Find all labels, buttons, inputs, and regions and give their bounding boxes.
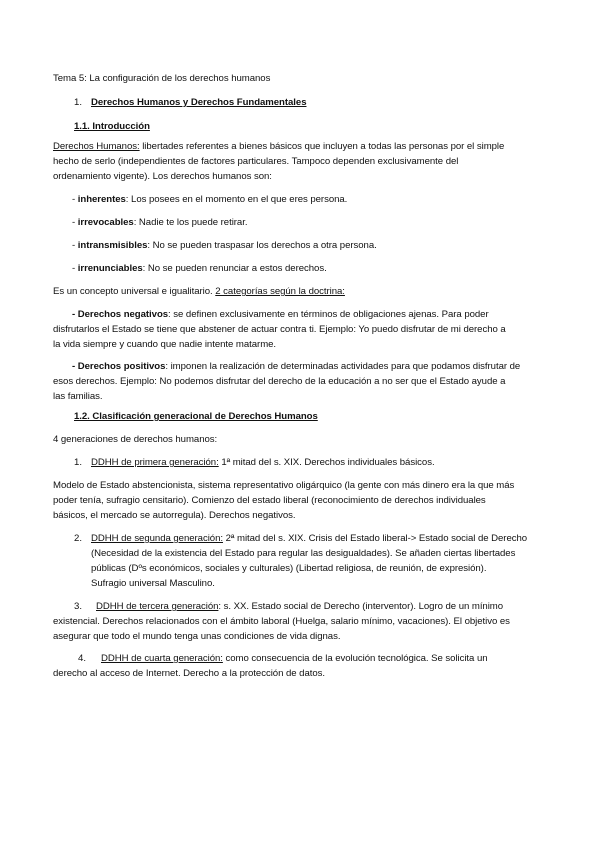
gen4-term: DDHH de cuarta generación: xyxy=(101,653,223,664)
gen1-para-line-3: básicos, el mercado se autorregula). Derechos negativos. xyxy=(53,510,296,521)
gen4-text-1: como consecuencia de la evolución tecnológica. Se solicita un xyxy=(222,653,488,664)
gen4-line-1 xyxy=(101,653,488,665)
trait-text: : No se pueden traspasar los derechos a otra persona. xyxy=(147,240,377,251)
document-title: Tema 5: La configuración de los derechos humanos xyxy=(53,73,271,84)
trait-text: : No se pueden renunciar a estos derechos. xyxy=(142,263,327,274)
gen2-line-1 xyxy=(91,533,527,545)
categories-label: 2 categorías según la doctrina: xyxy=(215,286,345,297)
trait-text: : Los posees en el momento en el que eres persona. xyxy=(125,194,348,205)
trait-item xyxy=(72,194,347,206)
gen2-line-2: (Necesidad de la existencia del Estado para regular las desigualdades). Se añaden ciertas libertades xyxy=(91,548,516,559)
positivos-term: - Derechos positivos xyxy=(72,361,166,372)
subsection-heading-intro: 1.1. Introducción xyxy=(74,121,150,132)
gen2-line-3: públicas (Dºs económicos, sociales y culturales) (Libertad religiosa, de reunión, de expresión). xyxy=(91,563,487,574)
intro-line-2: hecho de serlo (independientes de factores particulares. Tampoco dependen exclusivamente del xyxy=(53,156,459,167)
positivos-line-3: las familias. xyxy=(53,391,103,402)
gen1-number: 1. xyxy=(74,457,83,468)
gen3-line-3: asegurar que todo el mundo tenga unas condiciones de vida dignas. xyxy=(53,631,341,642)
trait-term: irrenunciables xyxy=(77,263,143,274)
gen3-term: DDHH de tercera generación xyxy=(96,601,219,612)
positivos-text-1: : imponen la realización de determinadas actividades para que podamos disfrutar de xyxy=(165,361,521,372)
intro-line-3: ordenamiento vigente). Los derechos humanos son: xyxy=(53,171,272,182)
negativos-line-3: la vida siempre y cuando que nadie intente matarme. xyxy=(53,339,277,350)
concept-text: Es un concepto universal e igualitario. xyxy=(53,286,216,297)
gen3-number: 3. xyxy=(74,601,83,612)
gen2-line-4: Sufragio universal Masculino. xyxy=(91,578,215,589)
trait-text: : Nadie te los puede retirar. xyxy=(133,217,248,228)
gen4-line-2: derecho al acceso de Internet. Derecho a la protección de datos. xyxy=(53,668,325,679)
negativos-text-1: : se definen exclusivamente en términos de obligaciones ajenas. Para poder xyxy=(168,309,489,320)
gen1-para-line-2: poder tenía, sufragio censitario). Comienzo del estado liberal (reconocimiento de derechos individuales xyxy=(53,495,486,506)
trait-bullet: - xyxy=(72,263,78,274)
trait-item xyxy=(72,217,247,229)
section-heading: Derechos Humanos y Derechos Fundamentales xyxy=(91,97,307,108)
trait-item xyxy=(72,240,377,252)
gen1-text: 1ª mitad del s. XIX. Derechos individuales básicos. xyxy=(218,457,435,468)
gen1-para-line-1: Modelo de Estado abstencionista, sistema representativo oligárquico (la gente con más dinero era la que más xyxy=(53,480,515,491)
trait-term: intransmisibles xyxy=(77,240,148,251)
trait-bullet: - xyxy=(72,240,78,251)
gen3-line-1 xyxy=(96,601,503,613)
gen3-line-2: existencial. Derechos relacionados con el ámbito laboral (Huelga, salario mínimo, vacaciones). El objetivo es xyxy=(53,616,510,627)
positivos-line-2: esos derechos. Ejemplo: No podemos disfrutar del derecho de la educación a no ser que el Estado ayude a xyxy=(53,376,506,387)
gen2-number: 2. xyxy=(74,533,83,544)
positivos-line-1 xyxy=(72,361,520,373)
gen4-number: 4. xyxy=(78,653,87,664)
trait-bullet: - xyxy=(72,217,78,228)
gen1-line xyxy=(91,457,435,469)
gen2-text-1: 2ª mitad del s. XIX. Crisis del Estado liberal-> Estado social de Derecho xyxy=(222,533,528,544)
trait-bullet: - xyxy=(72,194,78,205)
subsection-heading-classification: 1.2. Clasificación generacional de Derechos Humanos xyxy=(74,411,318,422)
negativos-line-1 xyxy=(72,309,489,321)
trait-item xyxy=(72,263,327,275)
trait-term: inherentes xyxy=(77,194,126,205)
trait-term: irrevocables xyxy=(77,217,134,228)
intro-text-1: libertades referentes a bienes básicos que incluyen a todas las personas por el simple xyxy=(139,141,505,152)
gen2-term: DDHH de segunda generación: xyxy=(91,533,223,544)
negativos-term: - Derechos negativos xyxy=(72,309,169,320)
intro-line-1 xyxy=(53,141,504,153)
gen1-term: DDHH de primera generación: xyxy=(91,457,219,468)
generations-intro: 4 generaciones de derechos humanos: xyxy=(53,434,218,445)
intro-term: Derechos Humanos: xyxy=(53,141,140,152)
section-number: 1. xyxy=(74,97,83,108)
negativos-line-2: disfrutarlos el Estado se tiene que abstener de actuar contra ti. Ejemplo: Yo puedo disfrutar de mi derecho a xyxy=(53,324,506,335)
concept-line xyxy=(53,286,345,298)
gen3-text-1: : s. XX. Estado social de Derecho (interventor). Logro de un mínimo xyxy=(218,601,504,612)
